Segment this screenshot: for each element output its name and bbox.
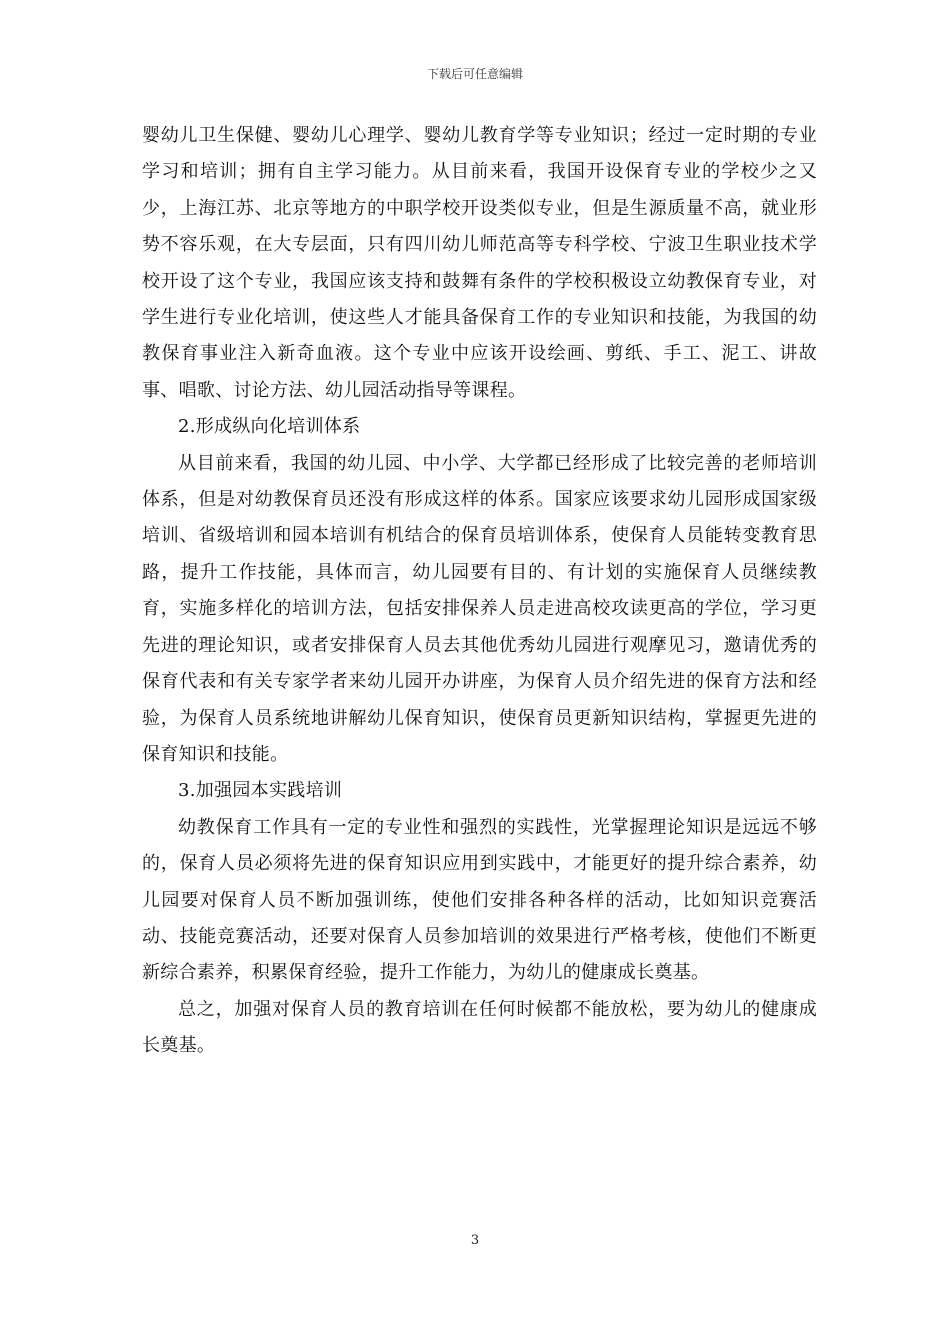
paragraph-conclusion: 总之，加强对保育人员的教育培训在任何时候都不能放松，要为幼儿的健康成长奠基。 — [142, 998, 817, 1057]
document-body — [142, 118, 817, 1065]
paragraph-training-system: 从目前来看，我国的幼儿园、中小学、大学都已经形成了比较完善的老师培训体系，但是对幼教保育员还没有形成这样的体系。国家应该要求幼儿园形成国家级培训、省级培训和园本培训有机结合的保育员培训体系，使保育人员能转变教育思路，提升工作技能，具体而言，幼儿园要有目的、有计划的实施保育人员继续教育，实施多样化的培训方法，包括安排保养人员走进高校攻读更高的学位，学习更先进的理论知识，或者安排保育人员去其他优秀幼儿园进行观摩见习，邀请优秀的保育代表和有关专家学者来幼儿园开办讲座，为保育人员介绍先进的保育方法和经验，为保育人员系统地讲解幼儿保育知识，使保育员更新知识结构，掌握更先进的保育知识和技能。 — [142, 452, 817, 765]
page-header: 下载后可任意编辑 — [426, 67, 523, 81]
page-number: 3 — [470, 1233, 480, 1248]
section-heading-2: 2.形成纵向化培训体系 — [178, 416, 361, 438]
paragraph-continued: 婴幼儿卫生保健、婴幼儿心理学、婴幼儿教育学等专业知识；经过一定时期的专业学习和培训；拥有自主学习能力。从目前来看，我国开设保育专业的学校少之又少，上海江苏、北京等地方的中职学校开设类似专业，但是生源质量不高，就业形势不容乐观，在大专层面，只有四川幼儿师范高等专科学校、宁波卫生职业技术学校开设了这个专业，我国应该支持和鼓舞有条件的学校积极设立幼教保育专业，对学生进行专业化培训，使这些人才能具备保育工作的专业知识和技能，为我国的幼教保育事业注入新奇血液。这个专业中应该开设绘画、剪纸、手工、泥工、讲故事、唱歌、讨论方法、幼儿园活动指导等课程。 — [142, 125, 817, 401]
paragraph-practice-training: 幼教保育工作具有一定的专业性和强烈的实践性，光掌握理论知识是远远不够的，保育人员必须将先进的保育知识应用到实践中，才能更好的提升综合素养，幼儿园要对保育人员不断加强训练，使他们安排各种各样的活动，比如知识竞赛活动、技能竞赛活动，还要对保育人员参加培训的效果进行严格考核，使他们不断更新综合素养，积累保育经验，提升工作能力，为幼儿的健康成长奠基。 — [142, 816, 817, 984]
section-heading-3: 3.加强园本实践培训 — [178, 780, 343, 802]
